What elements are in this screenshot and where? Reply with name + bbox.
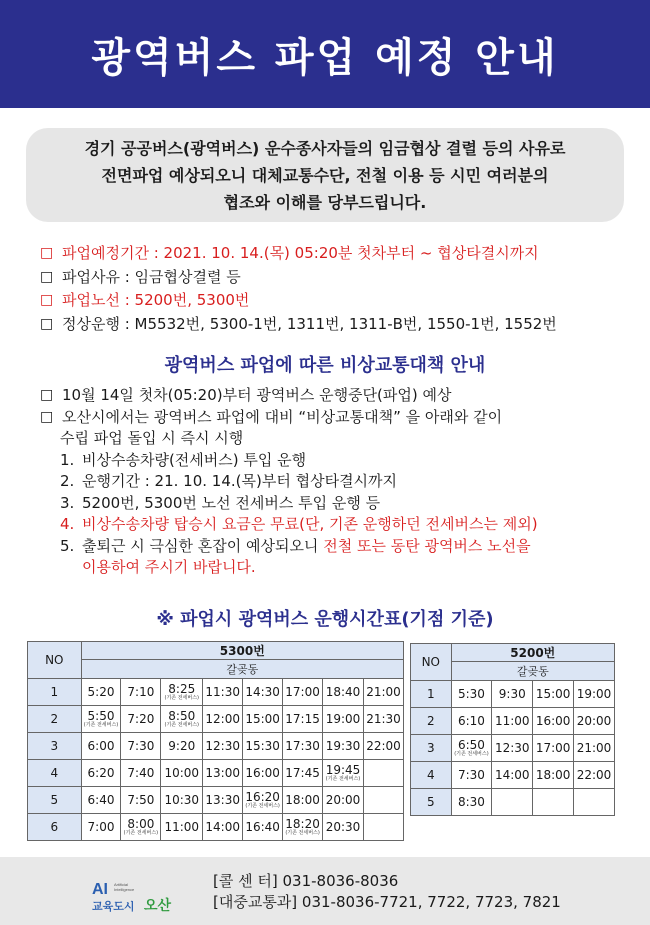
no-column-header: NO [411, 644, 452, 681]
departure-time-cell [363, 787, 403, 814]
departure-time: 7:30 [127, 739, 155, 753]
departure-time: 6:00 [87, 739, 115, 753]
row-number: 3 [411, 735, 452, 762]
departure-time-cell [283, 733, 323, 760]
departure-time-cell [161, 733, 203, 760]
departure-time-cell [203, 679, 243, 706]
strike-routes-text: 파업노선 : 5200번, 5300번 [62, 291, 250, 309]
table-row [28, 679, 404, 706]
departure-time-cell [574, 681, 615, 708]
checkbox-bullet-icon: □ [40, 408, 54, 425]
table-row [28, 706, 404, 733]
departure-time: 19:30 [325, 739, 361, 753]
departure-time: 7:40 [127, 766, 155, 780]
normal-service-item [40, 313, 630, 337]
departure-time: 18:20 [285, 817, 320, 831]
departure-time-cell [121, 760, 161, 787]
departure-time-cell [243, 679, 283, 706]
stop-header-5300: 갈곶동 [81, 660, 403, 679]
row-number: 2 [411, 708, 452, 735]
charter-bus-note: (기존 전세버스) [454, 751, 489, 757]
departure-time: 8:25 [168, 682, 196, 696]
departure-time-cell [161, 706, 203, 733]
stop-header-5200: 갈곶동 [451, 662, 614, 681]
plan-bullet-text: 오산시에서는 광역버스 파업에 대비 “비상교통대책” 을 아래와 같이 [62, 407, 503, 426]
departure-time-cell [121, 814, 161, 841]
step-text: 5200번, 5300번 노선 전세버스 투입 운행 등 [82, 493, 381, 512]
strike-reason-text: 파업사유 : 임금협상결렬 등 [62, 267, 241, 286]
step-number: 1. [60, 450, 75, 469]
logo-osan-text: 오산 [144, 898, 172, 914]
plan-step-alternatives [40, 536, 635, 558]
page-header [0, 0, 650, 108]
row-number: 4 [411, 762, 452, 789]
departure-time-cell [243, 706, 283, 733]
departure-time: 11:00 [494, 714, 530, 728]
departure-time-cell [363, 679, 403, 706]
departure-time-cell [243, 814, 283, 841]
no-column-header: NO [28, 642, 82, 679]
departure-time: 7:10 [127, 685, 155, 699]
table-row [28, 787, 404, 814]
timetable-title: ※ 파업시 광역버스 운행시간표(기점 기준) [156, 609, 494, 630]
checkbox-bullet-icon: □ [40, 315, 54, 332]
plan-bullet [40, 385, 635, 407]
departure-time-cell [363, 706, 403, 733]
route-header-5300: 5300번 [81, 642, 403, 660]
departure-time: 22:00 [366, 739, 401, 753]
departure-time-cell [121, 733, 161, 760]
contact-info [213, 871, 561, 913]
departure-time: 14:30 [245, 685, 280, 699]
intro-line: 전면파업 예상되오니 대체교통수단, 전철 이용 등 시민 여러분의 [101, 165, 549, 185]
departure-time-cell [283, 787, 323, 814]
emergency-plan-title: 광역버스 파업에 따른 비상교통대책 안내 [164, 355, 486, 376]
footer [0, 857, 650, 925]
plan-step [40, 493, 635, 515]
departure-time-cell [283, 679, 323, 706]
departure-time-cell [574, 789, 615, 816]
departure-time: 8:30 [457, 795, 485, 809]
departure-time-cell [533, 789, 574, 816]
intro-line: 협조와 이해를 당부드립니다. [223, 192, 427, 212]
normal-service-text: 정상운행 : M5532번, 5300-1번, 1311번, 1311-B번, 1550-1번, 1552번 [62, 314, 557, 333]
departure-time: 16:20 [245, 790, 280, 804]
departure-time-cell [161, 787, 203, 814]
transport-dept-phone: [대중교통과] 031-8036-7721, 7722, 7723, 7821 [213, 893, 561, 911]
charter-bus-note: (기존 전세버스) [245, 803, 280, 809]
call-center-phone: [콜 센 터] 031-8036-8036 [213, 872, 399, 890]
departure-time: 10:30 [164, 793, 200, 807]
departure-time-cell [492, 735, 533, 762]
checkbox-bullet-icon: □ [40, 245, 54, 261]
row-number: 5 [411, 789, 452, 816]
table-row [411, 762, 615, 789]
departure-time: 13:30 [205, 793, 240, 807]
departure-time-cell [323, 787, 364, 814]
table-row [411, 708, 615, 735]
departure-time: 8:00 [127, 817, 155, 831]
departure-time-cell [533, 735, 574, 762]
step-number: 3. [60, 493, 75, 512]
departure-time-cell [492, 789, 533, 816]
checkbox-bullet-icon: □ [40, 387, 54, 403]
plan-step-free-fare [40, 514, 635, 536]
departure-time-cell [323, 679, 364, 706]
departure-time-cell [574, 708, 615, 735]
departure-time: 15:00 [245, 712, 280, 726]
departure-time-cell [451, 735, 492, 762]
departure-time-cell [533, 762, 574, 789]
departure-time-cell [121, 787, 161, 814]
table-row [28, 814, 404, 841]
step-text: 비상수송차량(전세버스) 투입 운행 [82, 450, 307, 469]
step-number: 5. [60, 536, 75, 555]
departure-time-cell [363, 733, 403, 760]
plan-step [40, 450, 635, 472]
departure-time-cell [492, 708, 533, 735]
plan-step-continuation: 이용하여 주시기 바랍니다. [82, 558, 256, 576]
departure-time-cell [283, 706, 323, 733]
step-number: 2. [60, 472, 75, 490]
logo-ai-text: AI [92, 881, 108, 898]
row-number: 1 [411, 681, 452, 708]
table-row [411, 735, 615, 762]
departure-time: 5:50 [87, 709, 115, 723]
departure-time: 18:00 [535, 768, 571, 782]
logo-small-text: Artificial [114, 882, 129, 887]
departure-time-cell [533, 708, 574, 735]
departure-time: 15:00 [535, 687, 571, 701]
logo-city-text: 교육도시 [92, 900, 135, 913]
departure-time: 7:30 [457, 768, 485, 782]
departure-time-cell [283, 814, 323, 841]
plan-step [40, 471, 635, 493]
strike-info-list [40, 242, 630, 336]
departure-time-cell [203, 787, 243, 814]
departure-time-cell [323, 760, 364, 787]
departure-time: 16:00 [535, 714, 571, 728]
charter-bus-note: (기존 전세버스) [325, 776, 361, 782]
departure-time: 17:00 [285, 685, 320, 699]
departure-time-cell [574, 762, 615, 789]
departure-time: 17:30 [285, 739, 320, 753]
step-text: 운행기간 : 21. 10. 14.(목)부터 협상타결시까지 [82, 472, 398, 490]
departure-time-cell [203, 760, 243, 787]
route-header-5200: 5200번 [451, 644, 614, 662]
departure-time-cell [161, 679, 203, 706]
departure-time-cell [81, 760, 121, 787]
departure-time: 5:20 [87, 685, 115, 699]
departure-time: 7:20 [127, 712, 155, 726]
departure-time-cell [121, 706, 161, 733]
departure-time-cell [81, 679, 121, 706]
departure-time-cell [451, 708, 492, 735]
step-text: 비상수송차량 탑승시 요금은 무료(단, 기존 운행하던 전세버스는 제외) [82, 515, 538, 533]
departure-time: 20:00 [325, 793, 361, 807]
departure-time-cell [203, 733, 243, 760]
step-text-black: 출퇴근 시 극심한 혼잡이 예상되오니 [82, 536, 324, 555]
departure-time: 22:00 [576, 768, 612, 782]
departure-time: 16:40 [245, 820, 280, 834]
emergency-plan-list [40, 385, 635, 579]
departure-time-cell [243, 733, 283, 760]
departure-time: 18:00 [285, 793, 320, 807]
departure-time: 19:00 [576, 687, 612, 701]
departure-time: 7:00 [87, 820, 115, 834]
departure-time-cell [492, 762, 533, 789]
departure-time-cell [243, 760, 283, 787]
departure-time: 7:50 [127, 793, 155, 807]
departure-time: 21:00 [366, 685, 401, 699]
departure-time-cell [81, 787, 121, 814]
departure-time-cell [451, 681, 492, 708]
departure-time: 16:00 [245, 766, 280, 780]
departure-time: 6:50 [457, 738, 485, 752]
departure-time: 9:30 [498, 687, 526, 701]
departure-time: 5:30 [457, 687, 485, 701]
intro-line: 경기 공공버스(광역버스) 운수종사자들의 임금협상 결렬 등의 사유로 [84, 138, 566, 158]
departure-time: 17:45 [285, 766, 320, 780]
row-number: 3 [28, 733, 82, 760]
departure-time: 21:30 [366, 712, 401, 726]
osan-education-city-logo [90, 879, 190, 915]
step-text-red: 전철 또는 동탄 광역버스 노선을 [323, 536, 531, 555]
table-row [28, 760, 404, 787]
departure-time-cell [323, 706, 364, 733]
step-text [82, 536, 531, 558]
departure-time: 12:30 [205, 739, 240, 753]
departure-time-cell [363, 760, 403, 787]
departure-time-cell [451, 789, 492, 816]
departure-time-cell [533, 681, 574, 708]
departure-time: 14:00 [205, 820, 240, 834]
table-row [411, 789, 615, 816]
departure-time: 6:10 [457, 714, 485, 728]
departure-time: 14:00 [494, 768, 530, 782]
strike-routes-item [40, 289, 630, 313]
departure-time-cell [323, 814, 364, 841]
departure-time: 6:20 [87, 766, 115, 780]
page-title: 광역버스 파업 예정 안내 [91, 34, 559, 81]
departure-time-cell [574, 735, 615, 762]
departure-time: 19:45 [325, 763, 361, 777]
row-number: 1 [28, 679, 82, 706]
departure-time-cell [243, 787, 283, 814]
departure-time: 11:30 [205, 685, 240, 699]
departure-time-cell [161, 760, 203, 787]
departure-time-cell [363, 814, 403, 841]
timetable-body-5300 [28, 679, 404, 841]
departure-time: 15:30 [245, 739, 280, 753]
charter-bus-note: (기존 전세버스) [285, 830, 320, 836]
departure-time-cell [323, 733, 364, 760]
departure-time-cell [283, 760, 323, 787]
plan-bullet-text: 10월 14일 첫차(05:20)부터 광역버스 운행중단(파업) 예상 [62, 386, 452, 404]
row-number: 2 [28, 706, 82, 733]
departure-time: 21:00 [576, 741, 612, 755]
checkbox-bullet-icon: □ [40, 292, 54, 308]
departure-time-cell [451, 762, 492, 789]
row-number: 4 [28, 760, 82, 787]
charter-bus-note: (기존 전세버스) [164, 722, 200, 728]
timetable-body-5200 [411, 681, 615, 816]
departure-time: 8:50 [168, 709, 196, 723]
departure-time: 12:30 [494, 741, 530, 755]
departure-time-cell [161, 814, 203, 841]
departure-time-cell [81, 706, 121, 733]
departure-time-cell [203, 706, 243, 733]
charter-bus-note: (기존 전세버스) [123, 830, 159, 836]
departure-time: 13:00 [205, 766, 240, 780]
timetable-5300 [27, 641, 404, 841]
charter-bus-note: (기존 전세버스) [83, 722, 119, 728]
departure-time: 17:15 [285, 712, 320, 726]
charter-bus-note: (기존 전세버스) [164, 695, 200, 701]
strike-period-text: 파업예정기간 : 2021. 10. 14.(목) 05:20분 첫차부터 ~ 협상타결시까지 [62, 244, 539, 262]
intro-box [26, 128, 624, 222]
departure-time: 6:40 [87, 793, 115, 807]
departure-time: 9:20 [168, 739, 196, 753]
row-number: 6 [28, 814, 82, 841]
table-row [411, 681, 615, 708]
strike-period-item [40, 242, 630, 266]
departure-time: 20:30 [325, 820, 361, 834]
departure-time-cell [492, 681, 533, 708]
departure-time: 12:00 [205, 712, 240, 726]
departure-time: 18:40 [325, 685, 361, 699]
departure-time: 11:00 [164, 820, 200, 834]
step-number: 4. [60, 515, 75, 533]
departure-time: 19:00 [325, 712, 361, 726]
departure-time-cell [81, 814, 121, 841]
departure-time: 10:00 [164, 766, 200, 780]
logo-small-text: Intelligence [114, 887, 135, 892]
checkbox-bullet-icon: □ [40, 268, 54, 285]
timetable-5200 [410, 643, 615, 816]
row-number: 5 [28, 787, 82, 814]
departure-time: 20:00 [576, 714, 612, 728]
strike-reason-item [40, 266, 630, 290]
table-row [28, 733, 404, 760]
plan-bullet [40, 407, 635, 429]
departure-time-cell [203, 814, 243, 841]
departure-time-cell [81, 733, 121, 760]
departure-time-cell [121, 679, 161, 706]
departure-time: 17:00 [535, 741, 571, 755]
plan-bullet-continuation: 수립 파업 돌입 시 즉시 시행 [60, 429, 244, 447]
